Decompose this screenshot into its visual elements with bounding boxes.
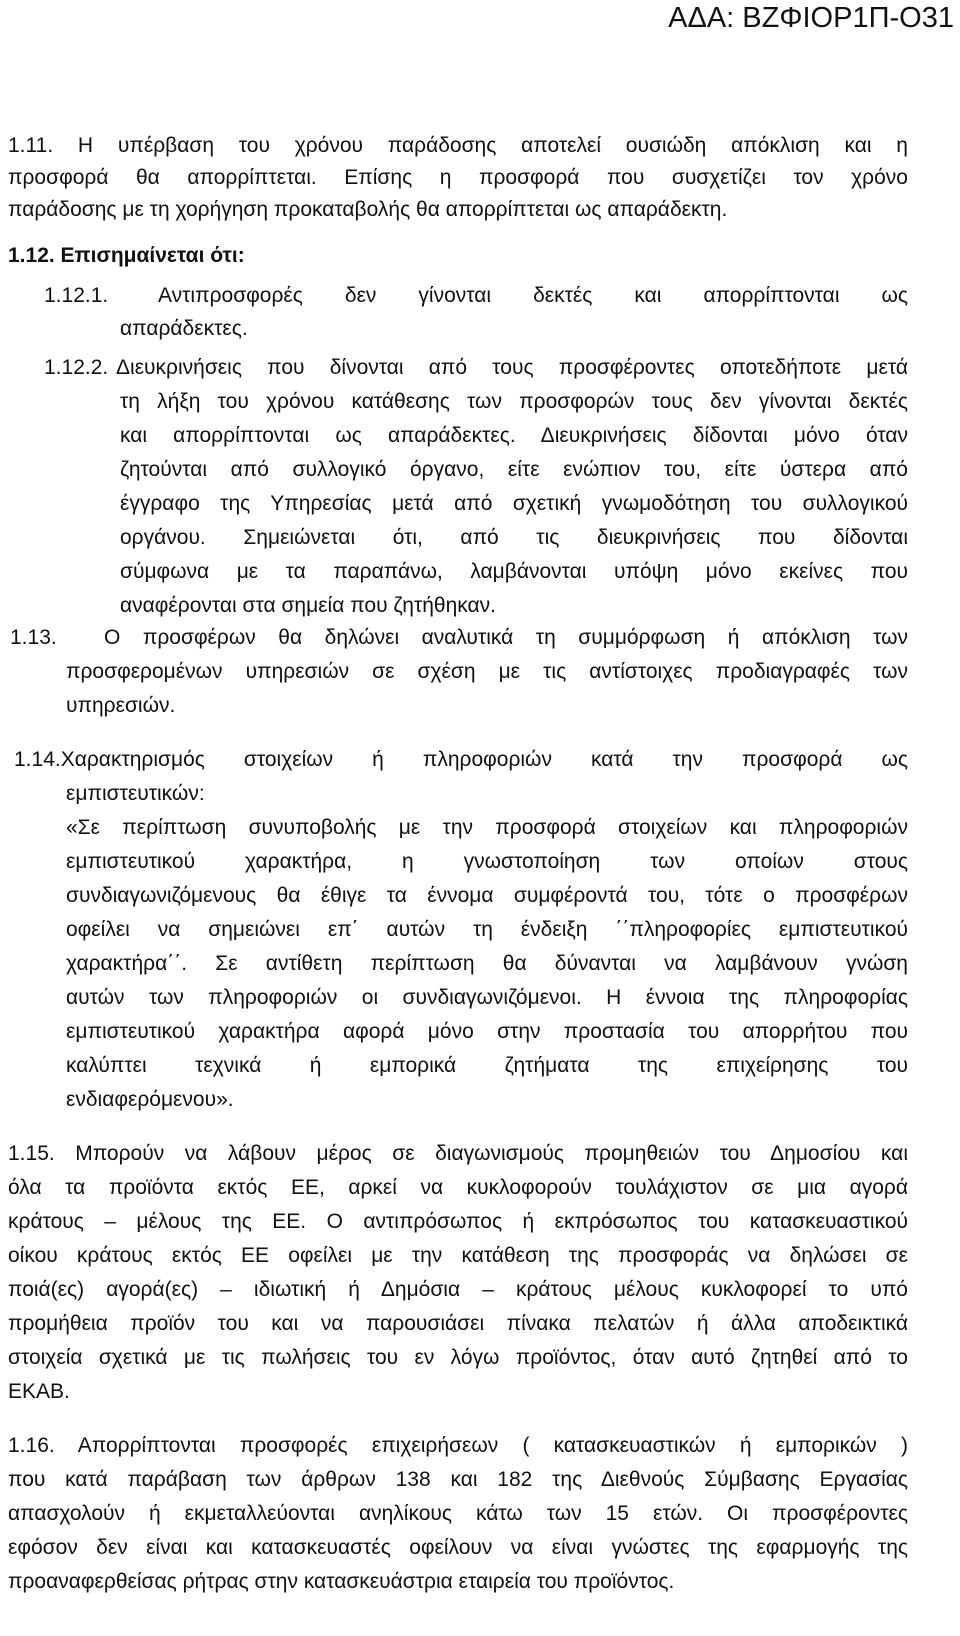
section-1-12-2-line: και απορρίπτονται ως απαράδεκτες. Διευκρινήσεις δίδονται μόνο όταν — [120, 424, 908, 447]
section-1-14-line: ενδιαφερόμενου». — [66, 1088, 234, 1111]
section-1-14-line: καλύπτει τεχνικά ή εμπορικά ζητήματα της επιχείρησης του — [66, 1054, 908, 1077]
section-1-12-2-line: σύμφωνα με τα παραπάνω, λαμβάνονται υπόψη μόνο εκείνες που — [120, 560, 908, 583]
section-1-13-line: προσφερομένων υπηρεσιών σε σχέση με τις αντίστοιχες προδιαγραφές των — [66, 660, 908, 683]
section-1-15-line: ΕΚΑΒ. — [8, 1380, 70, 1403]
section-1-14-line: οφείλει να σημειώνει επ΄ αυτών τη ένδειξη ΄΄πληροφορίες εμπιστευτικού — [66, 918, 908, 941]
section-1-15-line: στοιχεία σχετικά με τις πωλήσεις του εν λόγω προϊόντος, όταν αυτό ζητηθεί από το — [8, 1346, 908, 1369]
section-1-13-line: υπηρεσιών. — [66, 694, 176, 717]
item-number: 1.12.1. — [44, 284, 109, 307]
section-1-15-line: οίκου κράτους εκτός ΕΕ οφείλει με την κατάθεση της προσφοράς να δηλώσει σε — [8, 1244, 908, 1267]
section-1-15-line: προμήθεια προϊόν του και να παρουσιάσει πίνακα πελατών ή άλλα αποδεικτικά — [8, 1312, 908, 1335]
section-1-16-line: 1.16. Απορρίπτονται προσφορές επιχειρήσεων ( κατασκευαστικών ή εμπορικών ) — [8, 1434, 908, 1457]
section-1-13-line: Ο προσφέρων θα δηλώνει αναλυτικά τη συμμόρφωση ή απόκλιση των — [104, 626, 908, 649]
section-1-12-2-line: οργάνου. Σημειώνεται ότι, από τις διευκρινήσεις που δίδονται — [120, 526, 908, 549]
section-1-14-line: 1.14.Χαρακτηρισμός στοιχείων ή πληροφοριών κατά την προσφορά ως — [14, 748, 908, 771]
section-1-16-line: απασχολούν ή εκμεταλλεύονται ανηλίκους κάτω των 15 ετών. Οι προσφέροντες — [8, 1502, 908, 1525]
section-1-15-line: κράτους – μέλους της ΕΕ. Ο αντιπρόσωπος ή εκπρόσωπος του κατασκευαστικού — [8, 1210, 908, 1233]
section-1-12-2-line: αναφέρονται στα σημεία που ζητήθηκαν. — [120, 594, 497, 617]
section-1-14-line: «Σε περίπτωση συνυποβολής με την προσφορά στοιχείων και πληροφοριών — [66, 816, 908, 839]
document-ada-header: ΑΔΑ: ΒΖΦΙΟΡ1Π-Ο31 — [668, 2, 954, 34]
section-1-15-line: 1.15. Μπορούν να λάβουν μέρος σε διαγωνισμούς προμηθειών του Δημοσίου και — [8, 1142, 908, 1165]
section-1-16-line: που κατά παράβαση των άρθρων 138 και 182 της Διεθνούς Σύμβασης Εργασίας — [8, 1468, 908, 1491]
section-1-14-line: συνδιαγωνιζόμενους θα έθιγε τα έννομα συμφέροντά του, τότε ο προσφέρων — [66, 884, 908, 907]
section-1-12-2-line: Διευκρινήσεις που δίνονται από τους προσφέροντες οποτεδήποτε μετά — [116, 356, 908, 379]
section-1-14-line: εμπιστευτικού χαρακτήρα αφορά μόνο στην προστασία του απορρήτου που — [66, 1020, 908, 1043]
section-1-15-line: όλα τα προϊόντα εκτός ΕΕ, αρκεί να κυκλοφορούν τουλάχιστον σε μια αγορά — [8, 1176, 908, 1199]
section-1-12-2-line: έγγραφο της Υπηρεσίας μετά από σχετική γνωμοδότηση του συλλογικού — [120, 492, 908, 515]
section-1-11-line: προσφορά θα απορρίπτεται. Επίσης η προσφορά που συσχετίζει τον χρόνο — [8, 166, 908, 189]
item-number: 1.13. — [10, 626, 57, 649]
section-1-12-1-line: Αντιπροσφορές δεν γίνονται δεκτές και απορρίπτονται ως — [158, 284, 908, 307]
section-1-14-line: εμπιστευτικών: — [66, 782, 205, 805]
section-1-12-1-line: απαράδεκτες. — [120, 317, 248, 340]
section-1-12-2-line: τη λήξη του χρόνου κατάθεσης των προσφορών τους δεν γίνονται δεκτές — [120, 390, 908, 413]
section-1-14-line: εμπιστευτικού χαρακτήρα, η γνωστοποίηση των οποίων στους — [66, 850, 908, 873]
section-1-12-title: 1.12. Επισημαίνεται ότι: — [8, 244, 245, 267]
section-1-14-line: αυτών των πληροφοριών οι συνδιαγωνιζόμενοι. Η έννοια της πληροφορίας — [66, 986, 908, 1009]
section-1-15-line: ποιά(ες) αγορά(ες) – ιδιωτική ή Δημόσια – κράτους μέλους κυκλοφορεί το υπό — [8, 1278, 908, 1301]
section-1-11-line: 1.11. Η υπέρβαση του χρόνου παράδοσης αποτελεί ουσιώδη απόκλιση και η — [8, 134, 908, 157]
section-1-16-line: εφόσον δεν είναι και κατασκευαστές οφείλουν να είναι γνώστες της εφαρμογής της — [8, 1536, 908, 1559]
section-1-16-line: προαναφερθείσας ρήτρας στην κατασκευάστρια εταιρεία του προϊόντος. — [8, 1570, 675, 1593]
section-1-14-line: χαρακτήρα΄΄. Σε αντίθετη περίπτωση θα δύνανται να λαμβάνουν γνώση — [66, 952, 908, 975]
section-1-12-2-line: ζητούνται από συλλογικό όργανο, είτε ενώπιον του, είτε ύστερα από — [120, 458, 908, 481]
item-number: 1.12.2. — [44, 356, 109, 379]
section-1-11-line: παράδοσης με τη χορήγηση προκαταβολής θα απορρίπτεται ως απαράδεκτη. — [8, 198, 728, 221]
